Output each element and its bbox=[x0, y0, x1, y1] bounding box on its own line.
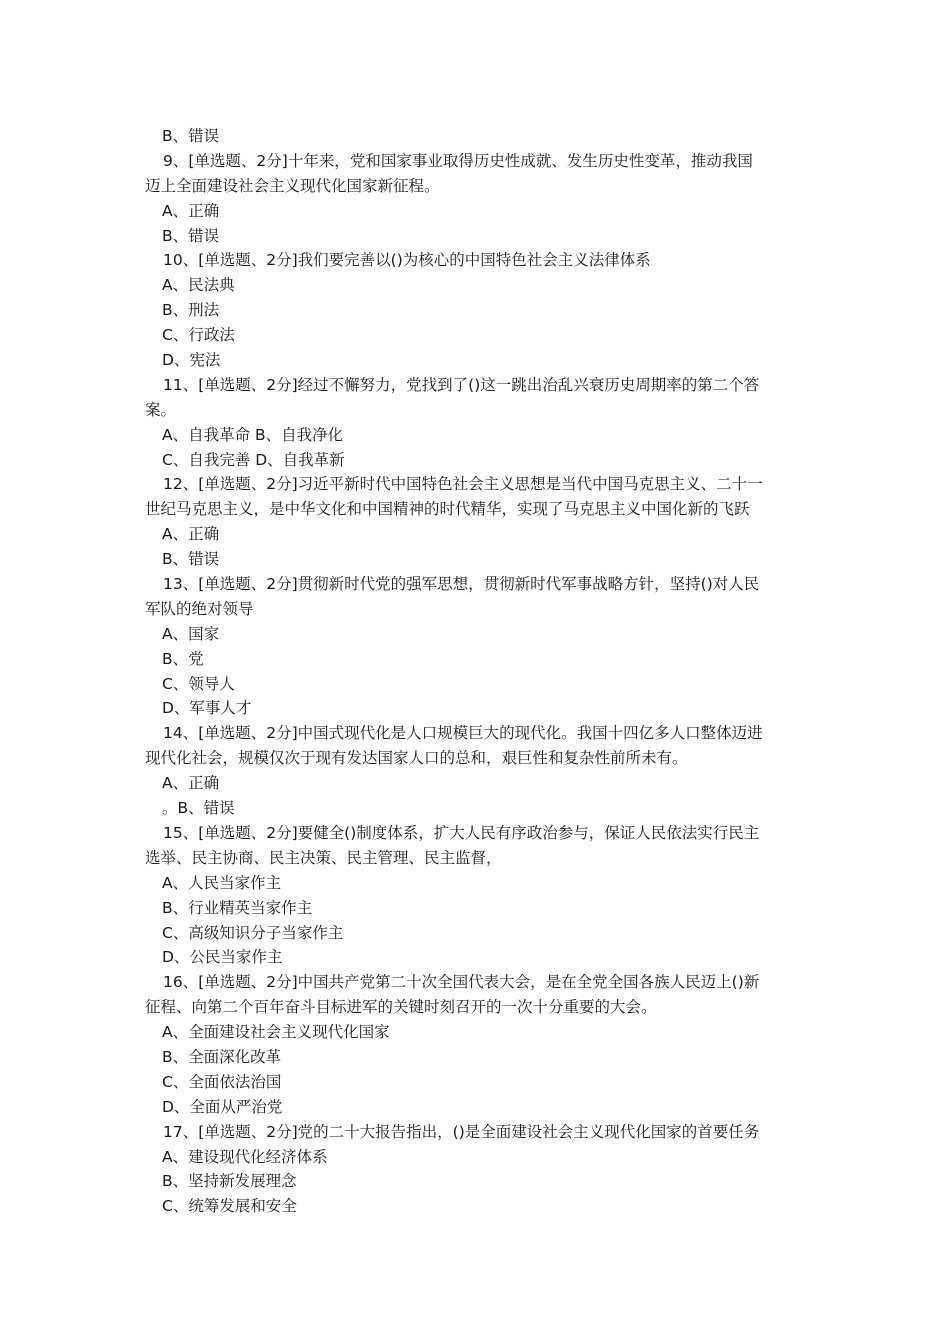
question-stem: 14、[单选题、2分]中国式现代化是人口规模巨大的现代化。我国十四亿多人口整体迈进 bbox=[163, 724, 763, 743]
answer-option: C、领导人 bbox=[162, 674, 235, 693]
answer-option: A、建设现代化经济体系 bbox=[162, 1147, 328, 1166]
answer-option: A、正确 bbox=[162, 525, 220, 544]
question-list bbox=[145, 124, 810, 1219]
question-stem: 9、[单选题、2分]十年来，党和国家事业取得历史性成就、发生历史性变革，推动我国 bbox=[163, 151, 753, 170]
answer-option: A、全面建设社会主义现代化国家 bbox=[162, 1023, 390, 1042]
question-stem: 17、[单选题、2分]党的二十大报告指出，()是全面建设社会主义现代化国家的首要任务 bbox=[163, 1122, 760, 1141]
answer-option: B、刑法 bbox=[162, 301, 220, 320]
question-stem-continuation: 选举、民主协商、民主决策、民主管理、民主监督， bbox=[145, 848, 502, 867]
question-stem: 13、[单选题、2分]贯彻新时代党的强军思想，贯彻新时代军事战略方针，坚持()对人民 bbox=[163, 575, 760, 594]
answer-option: C、自我完善 D、自我革新 bbox=[162, 450, 345, 469]
question-stem-continuation: 军队的绝对领导 bbox=[145, 599, 254, 618]
question-stem: 15、[单选题、2分]要健全()制度体系，扩大人民有序政治参与，保证人民依法实行民主 bbox=[163, 823, 760, 842]
answer-option: A、人民当家作主 bbox=[162, 873, 282, 892]
answer-option: D、公民当家作主 bbox=[162, 948, 283, 967]
answer-option: C、行政法 bbox=[162, 326, 235, 345]
answer-option: B、行业精英当家作主 bbox=[162, 898, 313, 917]
answer-option: C、统筹发展和安全 bbox=[162, 1197, 297, 1216]
answer-option: A、正确 bbox=[162, 774, 220, 793]
answer-option: A、国家 bbox=[162, 624, 220, 643]
answer-option: B、错误 bbox=[162, 550, 220, 569]
answer-option: C、全面依法治国 bbox=[162, 1072, 282, 1091]
answer-option: A、正确 bbox=[162, 201, 220, 220]
answer-option: B、错误 bbox=[162, 226, 220, 245]
question-stem: 16、[单选题、2分]中国共产党第二十次全国代表大会，是在全党全国各族人民迈上()新 bbox=[163, 973, 760, 992]
question-stem-continuation: 世纪马克思主义，是中华文化和中国精神的时代精华，实现了马克思主义中国化新的飞跃 bbox=[145, 500, 750, 519]
answer-option: A、自我革命 B、自我净化 bbox=[162, 425, 344, 444]
question-stem-continuation: 迈上全面建设社会主义现代化国家新征程。 bbox=[145, 176, 440, 195]
question-stem-continuation: 征程、向第二个百年奋斗目标进军的关键时刻召开的一次十分重要的大会。 bbox=[145, 998, 657, 1017]
answer-option: B、全面深化改革 bbox=[162, 1047, 282, 1066]
question-stem: 12、[单选题、2分]习近平新时代中国特色社会主义思想是当代中国马克思主义、二十一 bbox=[163, 475, 763, 494]
answer-option: C、高级知识分子当家作主 bbox=[162, 923, 344, 942]
answer-option: D、军事人才 bbox=[162, 699, 252, 718]
question-stem: 10、[单选题、2分]我们要完善以()为核心的中国特色社会主义法律体系 bbox=[163, 251, 651, 270]
answer-option: D、宪法 bbox=[162, 351, 221, 370]
answer-option: B、错误 bbox=[162, 127, 220, 145]
question-stem: 11、[单选题、2分]经过不懈努力，党找到了()这一跳出治乱兴衰历史周期率的第二个答 bbox=[163, 375, 760, 394]
question-stem-continuation: 案。 bbox=[145, 400, 177, 419]
answer-option: B、坚持新发展理念 bbox=[162, 1172, 297, 1191]
answer-option: D、全面从严治党 bbox=[162, 1097, 283, 1116]
question-stem-continuation: 现代化社会，规模仅次于现有发达国家人口的总和，艰巨性和复杂性前所未有。 bbox=[145, 749, 688, 768]
answer-option: B、党 bbox=[162, 649, 204, 668]
answer-option: 。B、错误 bbox=[162, 799, 235, 818]
answer-option: A、民法典 bbox=[162, 276, 235, 295]
